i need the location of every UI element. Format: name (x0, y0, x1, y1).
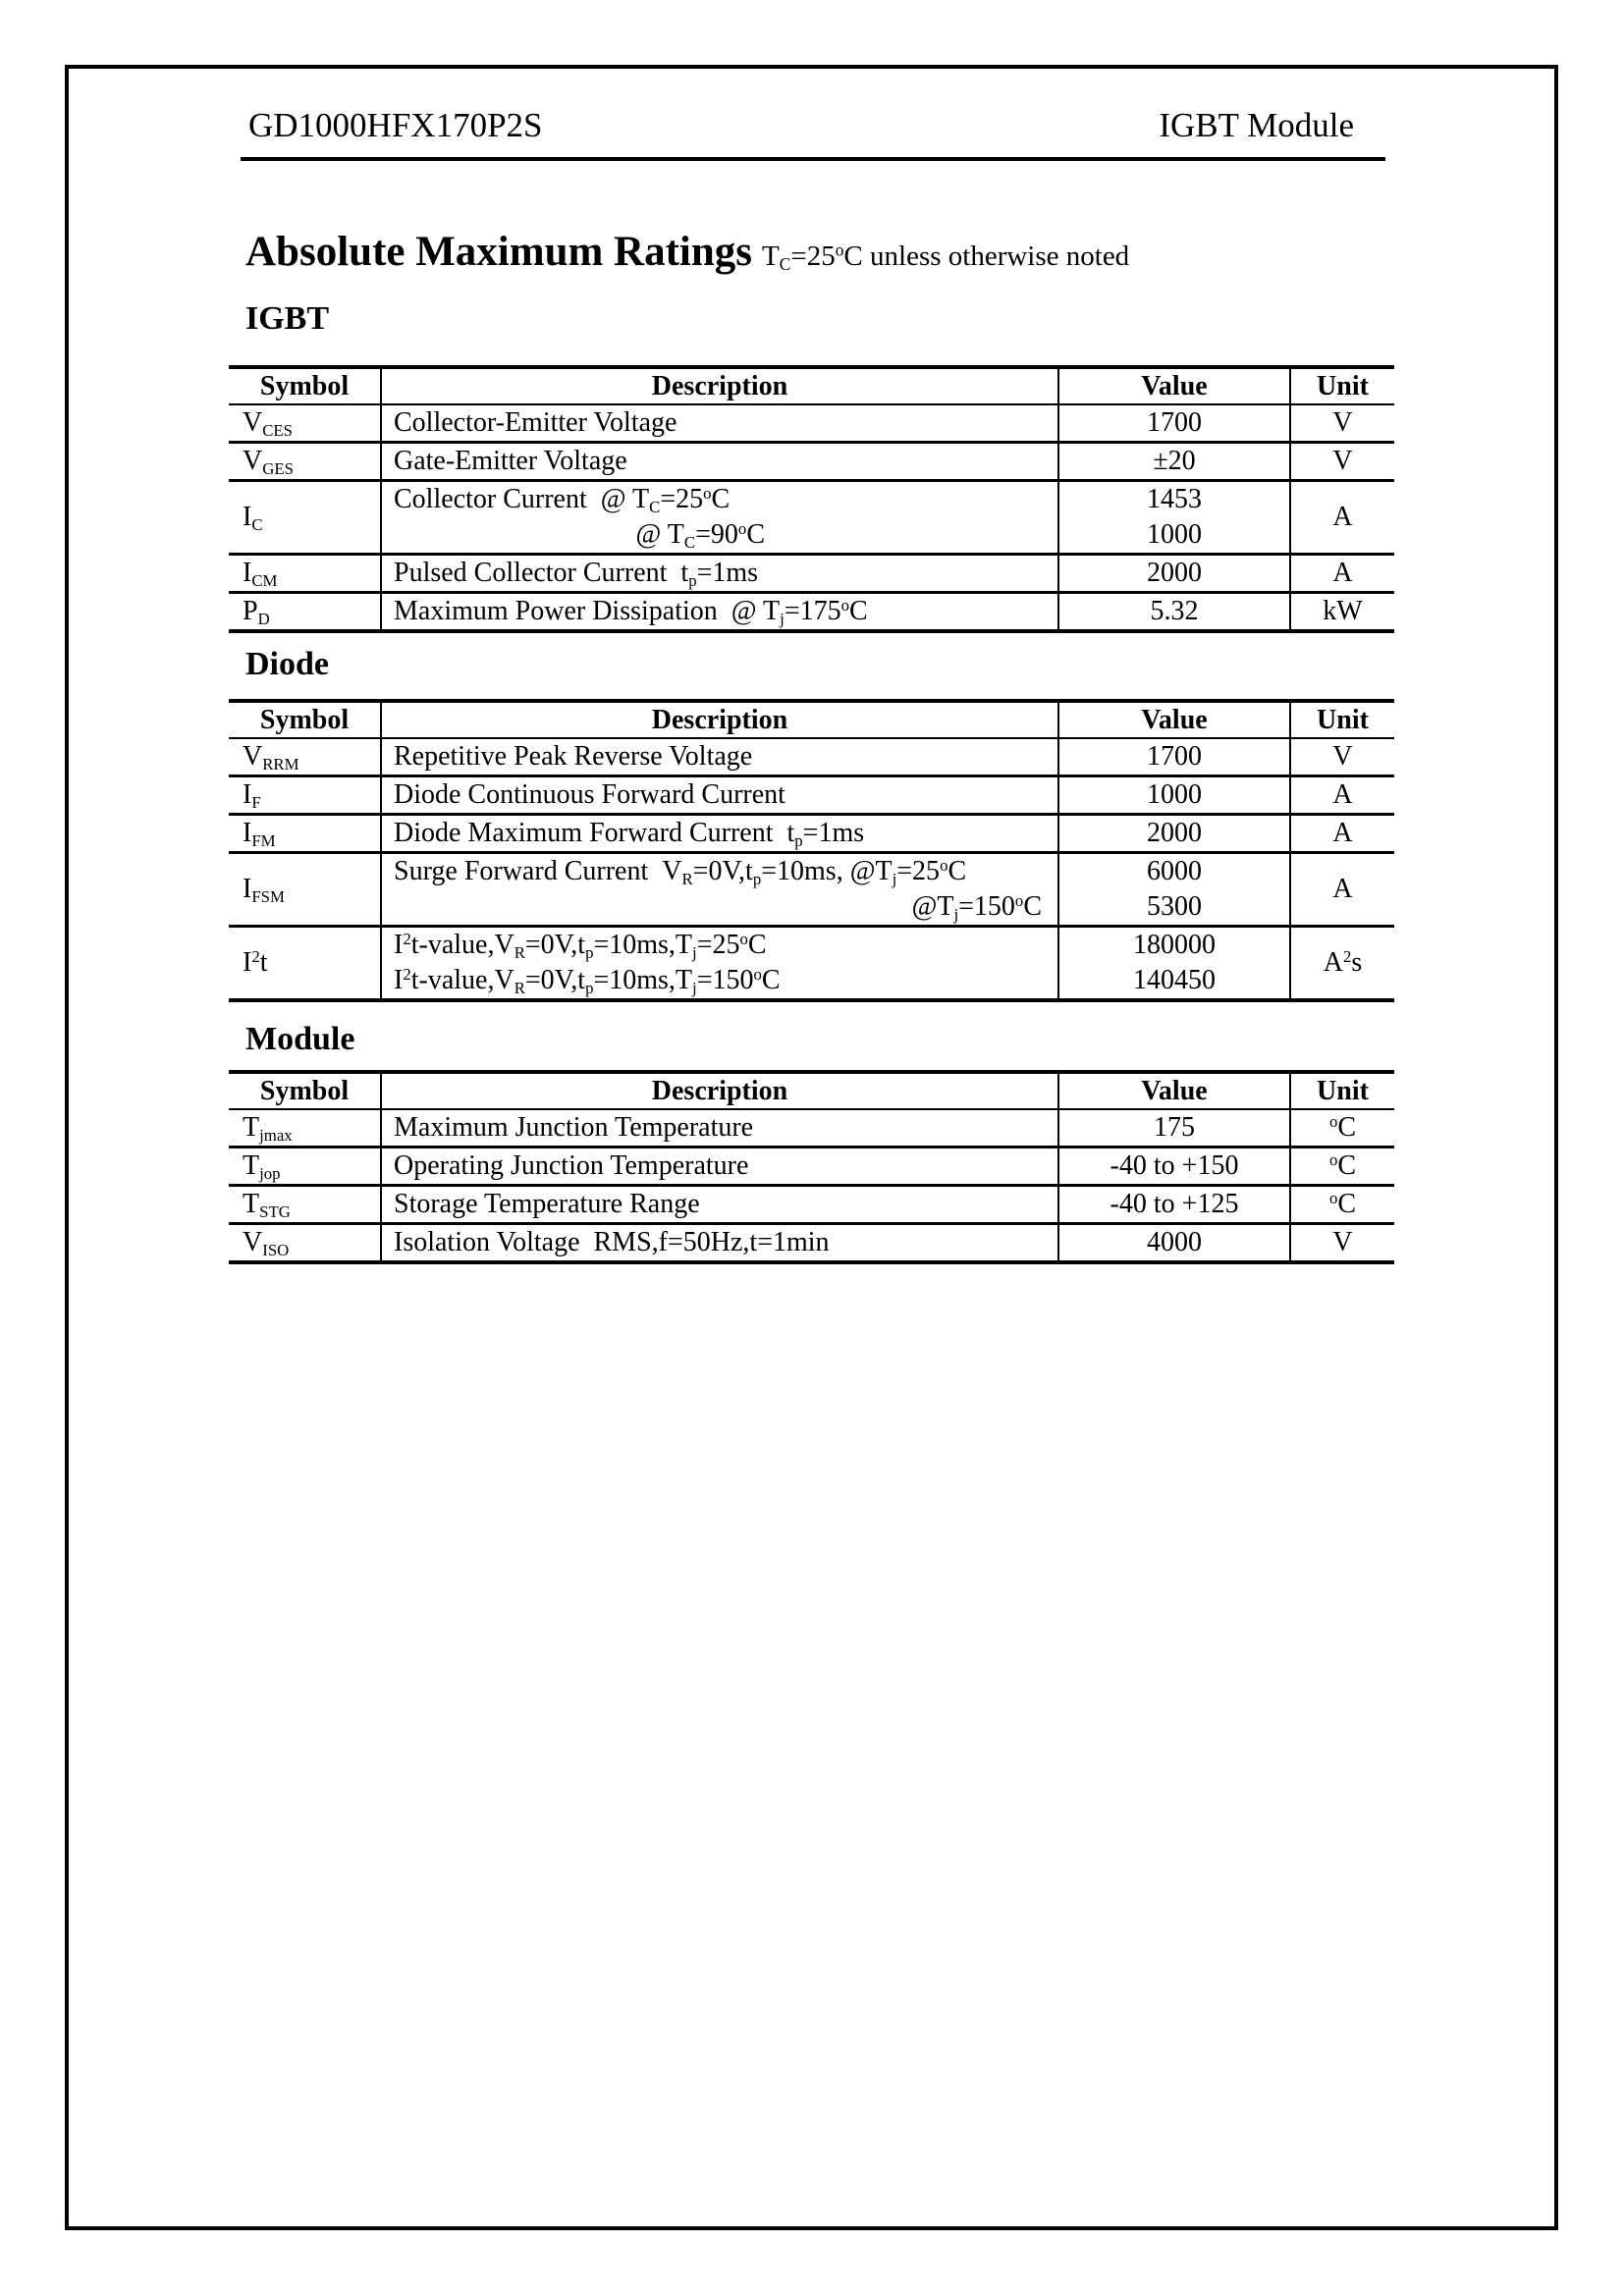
symbol-cell: $T_{STG}$ (229, 1186, 381, 1224)
document-header (241, 106, 1385, 161)
description-cell (381, 776, 1058, 815)
description-line: Diode Maximum Forward Current $t_p=1ms$ (394, 818, 865, 851)
description-line: Collector-Emitter Voltage (394, 407, 677, 438)
table-row (229, 1148, 1394, 1186)
value-cell (1058, 404, 1290, 443)
description-cell (381, 404, 1058, 443)
description-line: $@T_j=150^oC$ (911, 890, 1042, 925)
value-cell (1058, 927, 1290, 1001)
column-header: Unit (1290, 1072, 1394, 1109)
description-line: Maximum Junction Temperature (394, 1112, 754, 1143)
description-line: Maximum Power Dissipation @ $T_j=175^oC$ (394, 595, 868, 629)
unit-cell: $A^2s$ (1290, 927, 1394, 1001)
value-cell (1058, 481, 1290, 555)
description-cell (381, 853, 1058, 927)
value-line: 4000 (1147, 1227, 1202, 1257)
description-line: $I^2t-value,V_R=0V,t_p=10ms,T_j=25^oC$ (394, 929, 767, 963)
value-cell (1058, 443, 1290, 481)
description-line: Diode Continuous Forward Current (394, 779, 785, 810)
page-title-text: Absolute Maximum Ratings (245, 229, 753, 275)
unit-cell: A (1290, 481, 1394, 555)
value-line: 1700 (1147, 741, 1202, 772)
description-line: $I^2t-value,V_R=0V,t_p=10ms,T_j=150^oC$ (394, 964, 781, 998)
unit-cell: V (1290, 738, 1394, 776)
table-row (229, 1224, 1394, 1263)
unit-cell: kW (1290, 593, 1394, 632)
value-cell (1058, 555, 1290, 593)
description-cell (381, 927, 1058, 1001)
value-cell (1058, 853, 1290, 927)
column-header: Symbol (229, 367, 381, 404)
column-header: Description (381, 1072, 1058, 1109)
product-code: GD1000HFX170P2S (248, 106, 543, 144)
value-line: -40 to +125 (1110, 1189, 1239, 1219)
description-cell (381, 815, 1058, 853)
description-cell (381, 1224, 1058, 1263)
symbol-cell: $I_{FM}$ (229, 815, 381, 853)
description-cell (381, 1109, 1058, 1148)
column-header: Description (381, 701, 1058, 738)
value-line: 5300 (1147, 891, 1202, 922)
unit-cell: A (1290, 555, 1394, 593)
table-row (229, 404, 1394, 443)
table-row (229, 1186, 1394, 1224)
value-line: 1700 (1147, 407, 1202, 438)
description-line: Repetitive Peak Reverse Voltage (394, 741, 753, 772)
value-line: 175 (1154, 1112, 1195, 1143)
description-line: Operating Junction Temperature (394, 1150, 749, 1181)
symbol-cell: $V_{CES}$ (229, 404, 381, 443)
table-row (229, 853, 1394, 927)
column-header: Symbol (229, 1072, 381, 1109)
column-header: Description (381, 367, 1058, 404)
symbol-cell: $V_{GES}$ (229, 443, 381, 481)
value-line: 2000 (1147, 558, 1202, 588)
table-row (229, 593, 1394, 632)
table-row (229, 555, 1394, 593)
ratings-table-igbt (229, 365, 1394, 633)
value-line: 1000 (1147, 779, 1202, 810)
value-line: 6000 (1147, 856, 1202, 886)
table-row (229, 776, 1394, 815)
value-cell (1058, 1224, 1290, 1263)
table-header-row (229, 367, 1394, 404)
description-cell (381, 738, 1058, 776)
symbol-cell: $I_C$ (229, 481, 381, 555)
ratings-table-module (229, 1070, 1394, 1264)
symbol-cell: $T_{jop}$ (229, 1148, 381, 1186)
table-row (229, 443, 1394, 481)
value-cell (1058, 776, 1290, 815)
module-type-label: IGBT Module (1159, 106, 1354, 144)
value-cell (1058, 593, 1290, 632)
table-row (229, 481, 1394, 555)
page-title (245, 228, 1129, 276)
table-header-row (229, 701, 1394, 738)
symbol-cell: $I_{FSM}$ (229, 853, 381, 927)
column-header: Unit (1290, 701, 1394, 738)
value-line: 5.32 (1150, 596, 1199, 626)
description-cell (381, 1148, 1058, 1186)
value-line: ±20 (1153, 446, 1196, 476)
unit-cell: V (1290, 404, 1394, 443)
column-header: Value (1058, 1072, 1290, 1109)
description-cell (381, 443, 1058, 481)
column-header: Value (1058, 701, 1290, 738)
description-line: Gate-Emitter Voltage (394, 446, 627, 476)
value-line: 140450 (1133, 965, 1216, 995)
unit-cell: $^o$C (1290, 1186, 1394, 1224)
symbol-cell: $I^2t$ (229, 927, 381, 1001)
value-cell (1058, 1186, 1290, 1224)
ratings-table-diode (229, 699, 1394, 1002)
value-line: -40 to +150 (1110, 1150, 1239, 1181)
description-cell (381, 593, 1058, 632)
value-cell (1058, 1109, 1290, 1148)
symbol-cell: $I_F$ (229, 776, 381, 815)
unit-cell: $^o$C (1290, 1109, 1394, 1148)
description-line: Surge Forward Current $V_R=0V,t_p=10ms$, $@T_j=25^oC$ (394, 855, 967, 889)
unit-cell: V (1290, 1224, 1394, 1263)
value-line: 2000 (1147, 818, 1202, 848)
description-line: Isolation Voltage RMS,f=50Hz,t=1min (394, 1227, 830, 1257)
value-cell (1058, 1148, 1290, 1186)
table-row (229, 927, 1394, 1001)
value-line: 1000 (1147, 519, 1202, 550)
table-row (229, 1109, 1394, 1148)
value-line: 180000 (1133, 930, 1216, 960)
description-cell (381, 555, 1058, 593)
section-heading-diode: Diode (245, 646, 329, 682)
description-line: Collector Current @ $T_C=25^oC$ (394, 483, 731, 517)
symbol-cell: $V_{ISO}$ (229, 1224, 381, 1263)
unit-cell: A (1290, 853, 1394, 927)
unit-cell: V (1290, 443, 1394, 481)
column-header: Symbol (229, 701, 381, 738)
symbol-cell: $P_D$ (229, 593, 381, 632)
unit-cell: $^o$C (1290, 1148, 1394, 1186)
table-row (229, 815, 1394, 853)
title-condition-note: $T_C=25^oC$ unless otherwise noted (762, 240, 1130, 275)
value-cell (1058, 815, 1290, 853)
section-heading-module: Module (245, 1021, 355, 1057)
description-line: Storage Temperature Range (394, 1189, 700, 1219)
table-row (229, 738, 1394, 776)
table-header-row (229, 1072, 1394, 1109)
description-cell (381, 481, 1058, 555)
section-heading-igbt: IGBT (245, 300, 330, 337)
symbol-cell: $I_{CM}$ (229, 555, 381, 593)
value-line: 1453 (1147, 484, 1202, 514)
unit-cell: A (1290, 776, 1394, 815)
unit-cell: A (1290, 815, 1394, 853)
description-cell (381, 1186, 1058, 1224)
description-line: Pulsed Collector Current $t_p=1ms$ (394, 558, 759, 591)
symbol-cell: $V_{RRM}$ (229, 738, 381, 776)
value-cell (1058, 738, 1290, 776)
column-header: Unit (1290, 367, 1394, 404)
column-header: Value (1058, 367, 1290, 404)
symbol-cell: $T_{jmax}$ (229, 1109, 381, 1148)
description-line: @ $T_C=90^oC$ (635, 518, 765, 553)
